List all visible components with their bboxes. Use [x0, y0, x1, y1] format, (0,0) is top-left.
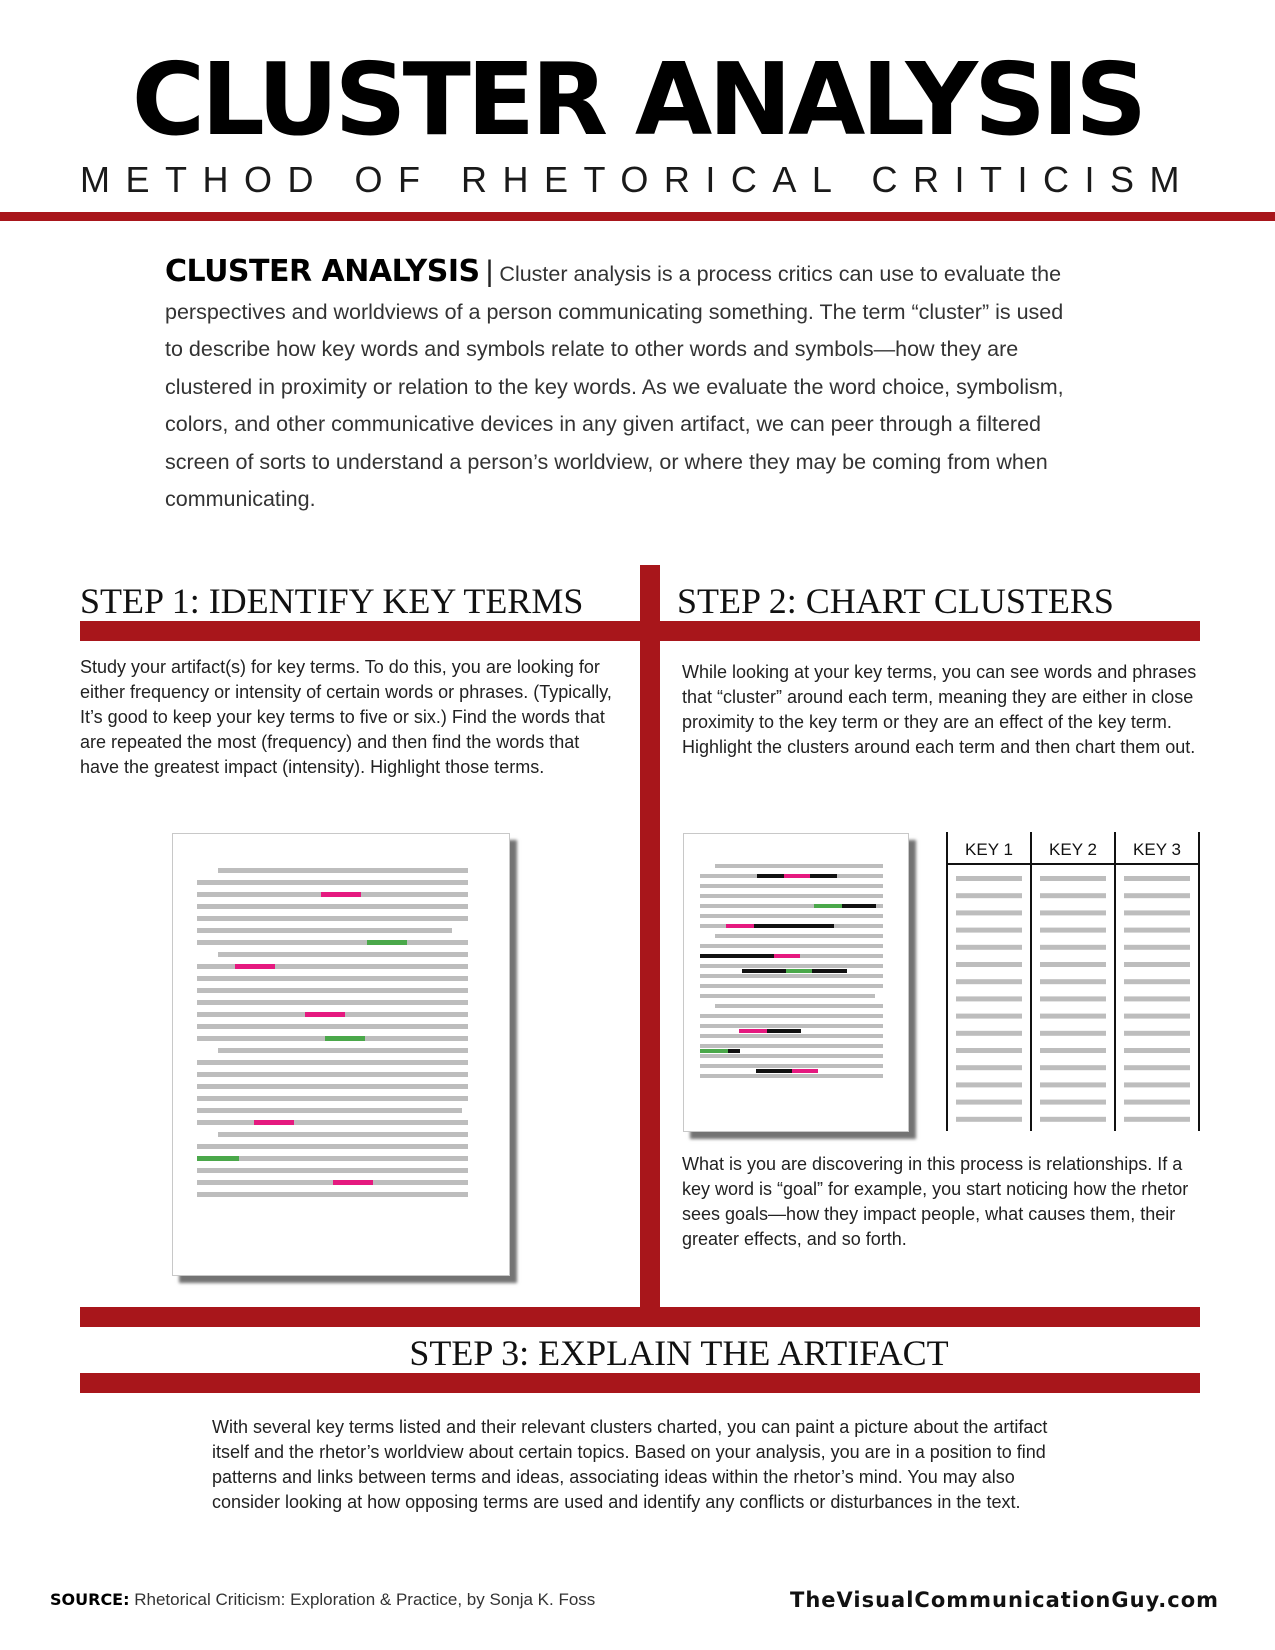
chart-header-key-2: KEY 2 [1049, 840, 1097, 859]
source-citation [50, 1590, 595, 1610]
step1-document-illustration [172, 833, 510, 1276]
step3-heading: STEP 3: EXPLAIN THE ARTIFACT [409, 1333, 949, 1373]
source-label: SOURCE: [50, 1590, 130, 1609]
step2-heading: STEP 2: CHART CLUSTERS [677, 581, 1114, 621]
step2-text: While looking at your key terms, you can see words and phrases that “cluster” around each term, meaning they are either in close proximity to the key term or they are an effect of the key term. Highlight the clusters around each term and then chart them out. [682, 662, 1197, 757]
site-credit: TheVisualCommunicationGuy.com [790, 1588, 1220, 1612]
intro-separator: | [485, 255, 494, 288]
document-lines-graphic [173, 834, 509, 1275]
intro-lead: CLUSTER ANALYSIS [165, 254, 480, 289]
cluster-lines-graphic [684, 834, 908, 1131]
chart-columns-graphic [946, 832, 1200, 1131]
column-divider [640, 565, 660, 1307]
source-text: Rhetorical Criticism: Exploration & Practice, by Sonja K. Foss [134, 1590, 596, 1609]
header-divider [0, 212, 1275, 221]
page-title: CLUSTER ANALYSIS [131, 41, 1144, 158]
page-subtitle: METHOD OF RHETORICAL CRITICISM [79, 159, 1196, 200]
step3-top-rule [80, 1307, 1200, 1327]
step1-heading: STEP 1: IDENTIFY KEY TERMS [80, 581, 584, 621]
step1-text: Study your artifact(s) for key terms. To do this, you are looking for either frequency or intensity of certain words or phrases. (Typically, It’s good to keep your key terms to five or six.) Find the words that are repeated the most (frequency) and then find the words that have the greatest impact (intensity). Highlight those terms. [80, 657, 612, 777]
chart-header-key-1: KEY 1 [965, 840, 1013, 859]
key-terms-chart [946, 832, 1200, 1131]
intro-paragraph [165, 253, 1085, 519]
step2-document-illustration [683, 833, 909, 1132]
step3-text: With several key terms listed and their relevant clusters charted, you can paint a picture about the artifact itself and the rhetor’s worldview about certain topics. Based on your analysis, you are in a position to find patterns and links between terms and ideas, associating ideas within the rhetor’s mind. You may also consider looking at how opposing terms are used and identify any conflicts or disturbances in the text. [212, 1417, 1048, 1512]
intro-text: Cluster analysis is a process critics can use to evaluate the perspectives and worldviews of a person communicating something. The term “cluster” is used to describe how key words and symbols relate to other words and symbols—how they are clustered in proximity or relation to the key words. As we evaluate the word choice, symbolism, colors, and other communicative devices in any given artifact, we can peer through a filtered screen of sorts to understand a person’s worldview, or where they may be coming from when communicating. [165, 262, 1064, 511]
chart-header-key-3: KEY 3 [1133, 840, 1181, 859]
step3-bottom-rule [80, 1373, 1200, 1393]
step2-followup-text: What is you are discovering in this process is relationships. If a key word is “goal” for example, you start noticing how the rhetor sees goals—how they impact people, what causes them, their greater effects, and so forth. [682, 1154, 1189, 1249]
